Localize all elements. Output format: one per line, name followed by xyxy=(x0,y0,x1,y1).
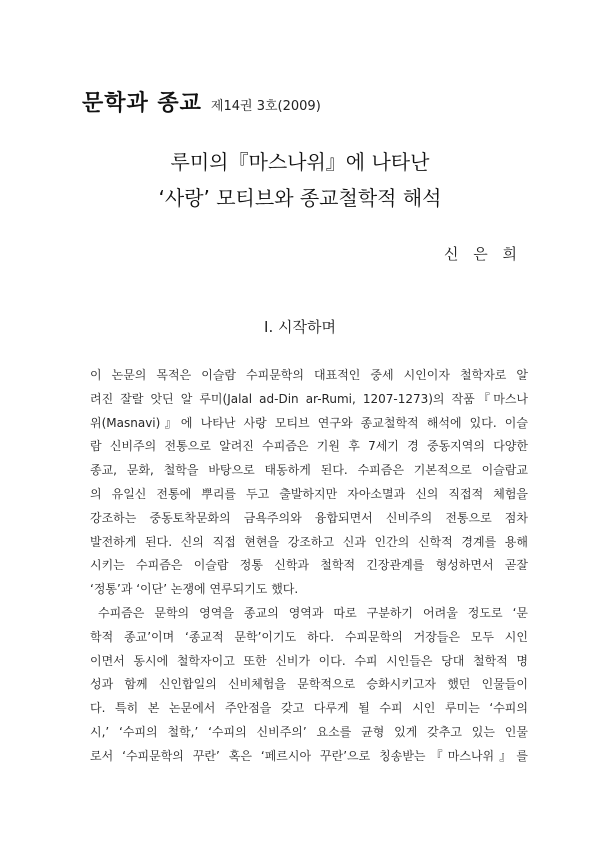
body-line: 성과 함께 신인합일의 신비체험을 문학적으로 승화시키고자 했던 인물들이 xyxy=(90,677,528,692)
body-line: 강조하는 중동토착문화의 금욕주의와 융합되면서 신비주의 전통으로 점차 xyxy=(90,510,528,525)
body-line: 람 신비주의 전통으로 알려진 수피즘은 기원 후 7세기 경 중동지역의 다양한 xyxy=(90,439,528,454)
body-line: 이면서 동시에 철학자이고 또한 신비가 이다. 수피 시인들은 당대 철학적 명 xyxy=(90,653,528,668)
body-line: 학적 종교’이며 ‘종교적 문학’이기도 하다. 수피문학의 거장들은 모두 시인 xyxy=(90,629,528,644)
body-line: 수피즘은 문학의 영역을 종교의 영역과 따로 구분하기 어려울 정도로 ‘문 xyxy=(98,605,528,620)
body-line: 발전하게 된다. 신의 직접 현현을 강조하고 신과 인간의 신학적 경계를 용해 xyxy=(90,534,528,549)
body-line: 위(Masnavi)』에 나타난 사랑 모티브 연구와 종교철학적 해석에 있다. 이슬 xyxy=(90,415,528,430)
author-name: 신 은 희 xyxy=(443,245,522,263)
journal-header xyxy=(82,86,522,116)
body-text xyxy=(90,364,528,769)
body-line: 시키는 수피즘은 이슬람 정통 신학과 철학적 긴장관계를 형성하면서 곧잘 xyxy=(90,558,528,573)
body-line: 종교, 문화, 철학을 바탕으로 태동하게 된다. 수피즘은 기본적으로 이슬람교 xyxy=(90,463,528,478)
journal-issue: 제14권 3호(2009) xyxy=(210,99,321,114)
body-line: ‘정통’과 ‘이단’ 논쟁에 연루되기도 했다. xyxy=(90,582,299,597)
body-line: 려진 잘랄 앗딘 알 루미(Jalal ad-Din ar-Rumi, 1207-1273)의 작품『마스나 xyxy=(90,391,528,406)
journal-name: 문학과 종교 xyxy=(82,91,202,116)
title-line-1: 루미의『마스나위』에 나타난 xyxy=(170,150,430,174)
body-line: 다. 특히 본 논문에서 주안점을 갖고 다루게 될 수피 시인 루미는 ‘수피의 xyxy=(90,701,528,716)
article-title xyxy=(60,144,540,216)
body-line: 시,’ ‘수피의 철학,’ ‘수피의 신비주의’ 요소를 균형 있게 갖추고 있는 인물 xyxy=(90,724,528,739)
body-line: 이 논문의 목적은 이슬람 수피문학의 대표적인 중세 시인이자 철학자로 알 xyxy=(90,368,528,382)
section-heading: I. 시작하며 xyxy=(264,318,336,336)
body-line: 의 유일신 전통에 뿌리를 두고 출발하지만 자아소멸과 신의 직접적 체험을 xyxy=(90,486,528,501)
title-line-2: ‘사랑’ 모티브와 종교철학적 해석 xyxy=(158,186,442,210)
body-line: 로서 ‘수피문학의 꾸란’ 혹은 ‘페르시아 꾸란’으로 칭송받는『마스나위』를 xyxy=(90,748,528,763)
